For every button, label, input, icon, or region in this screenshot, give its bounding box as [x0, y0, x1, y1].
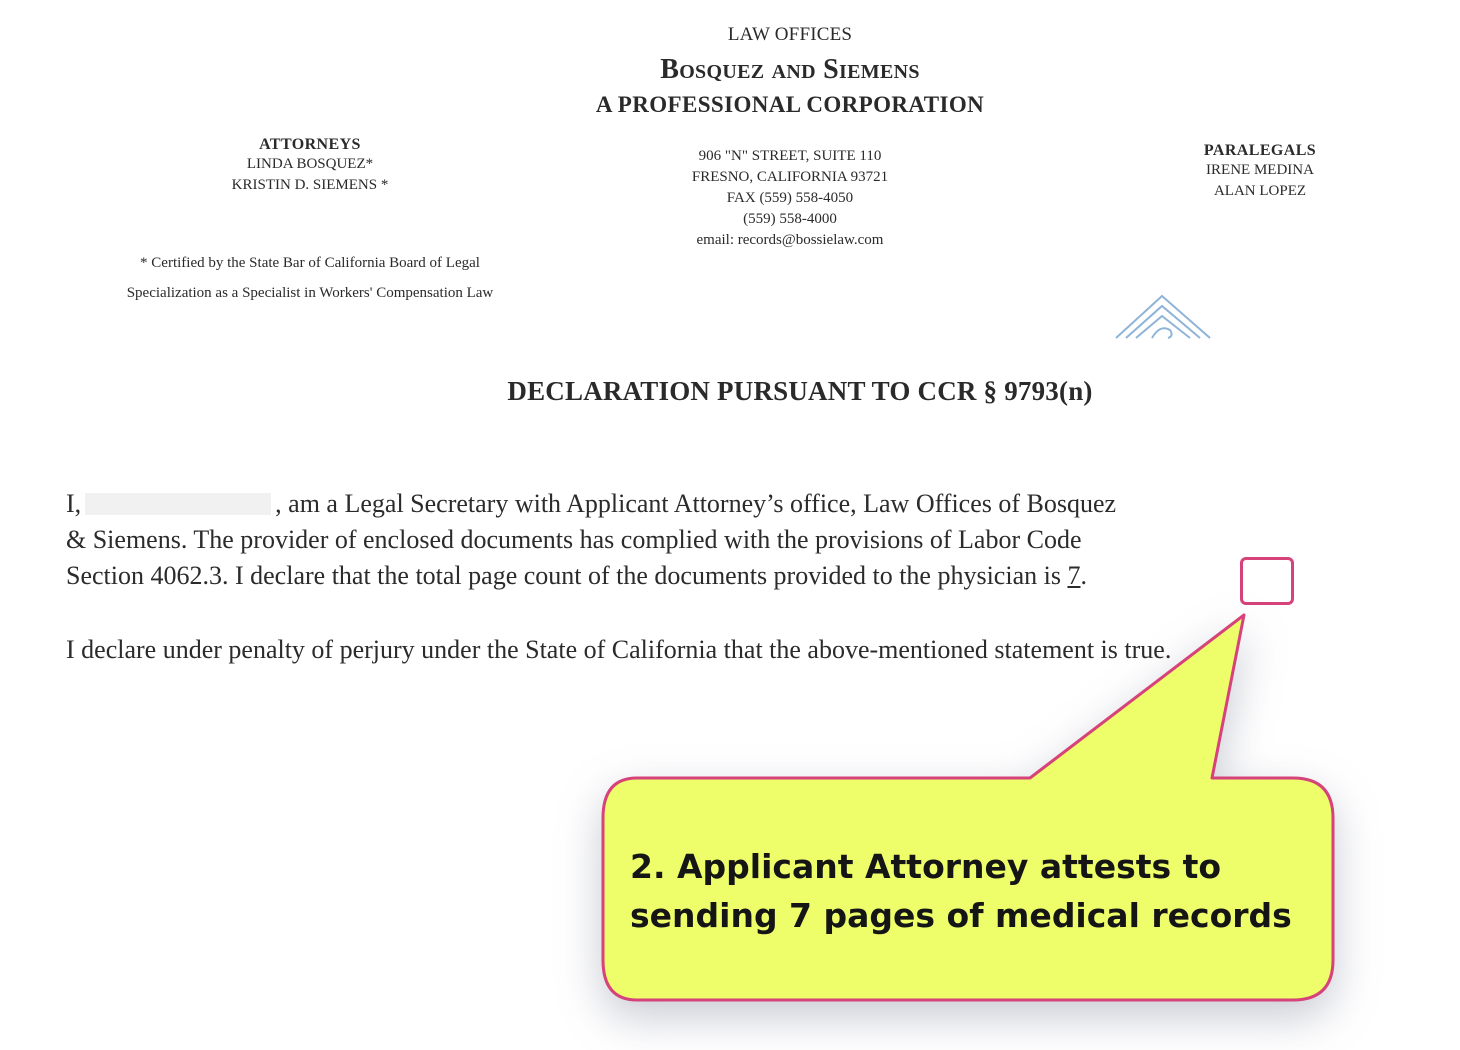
declaration-paragraph — [66, 486, 1326, 594]
firm-subtitle: A PROFESSIONAL CORPORATION — [595, 92, 985, 117]
firm-name: Bosquez and Siemens — [660, 54, 920, 85]
certification-line: * Certified by the State Bar of California Board of Legal — [140, 255, 480, 271]
paragraph-line — [66, 486, 1326, 522]
callout-line: sending 7 pages of medical records — [630, 896, 1292, 935]
page-count-value: 7 — [1067, 561, 1081, 590]
address-city: FRESNO, CALIFORNIA 93721 — [691, 169, 889, 185]
attorneys-heading: ATTORNEYS — [259, 136, 361, 153]
address-email: email: records@bossielaw.com — [696, 232, 884, 248]
line-start: I, — [66, 489, 82, 518]
paralegals-block — [1140, 142, 1380, 202]
page-count-highlight — [1240, 557, 1294, 605]
line-end: . — [1080, 561, 1087, 590]
certification-line: Specialization as a Specialist in Workers' Compensation Law — [126, 285, 494, 301]
paralegals-heading: PARALEGALS — [1203, 142, 1317, 159]
paralegal-name: ALAN LOPEZ — [1213, 183, 1307, 199]
address-street: 906 "N" STREET, SUITE 110 — [698, 148, 882, 164]
paragraph-line: & Siemens. The provider of enclosed documents has complied with the provisions of Labor Code — [66, 525, 1082, 554]
line-text: , am a Legal Secretary with Applicant Attorney’s office, Law Offices of Bosquez — [275, 489, 1117, 518]
line-text: Section 4062.3. I declare that the total page count of the documents provided to the physician is — [66, 561, 1061, 590]
callout-text — [630, 842, 1310, 940]
callout-bubble — [595, 600, 1345, 1010]
declaration-title: DECLARATION PURSUANT TO CCR § 9793(n) — [507, 376, 1093, 406]
perjury-statement: I declare under penalty of perjury under the State of California that the above-mentioned statement is true. — [66, 635, 1172, 664]
paragraph-line — [66, 558, 1326, 594]
law-offices-label: LAW OFFICES — [727, 24, 853, 45]
address-phone: (559) 558-4000 — [743, 211, 837, 227]
attorneys-block — [160, 136, 460, 196]
address-fax: FAX (559) 558-4050 — [726, 190, 854, 206]
address-block — [620, 146, 960, 251]
attorney-name: LINDA BOSQUEZ* — [246, 156, 374, 172]
certification-note — [70, 248, 550, 308]
redacted-name — [85, 493, 271, 515]
paralegal-name: IRENE MEDINA — [1206, 162, 1314, 178]
attorney-name: KRISTIN D. SIEMENS * — [231, 177, 389, 193]
logo-mark-icon — [1112, 290, 1222, 340]
callout-line: 2. Applicant Attorney attests to — [630, 847, 1222, 886]
